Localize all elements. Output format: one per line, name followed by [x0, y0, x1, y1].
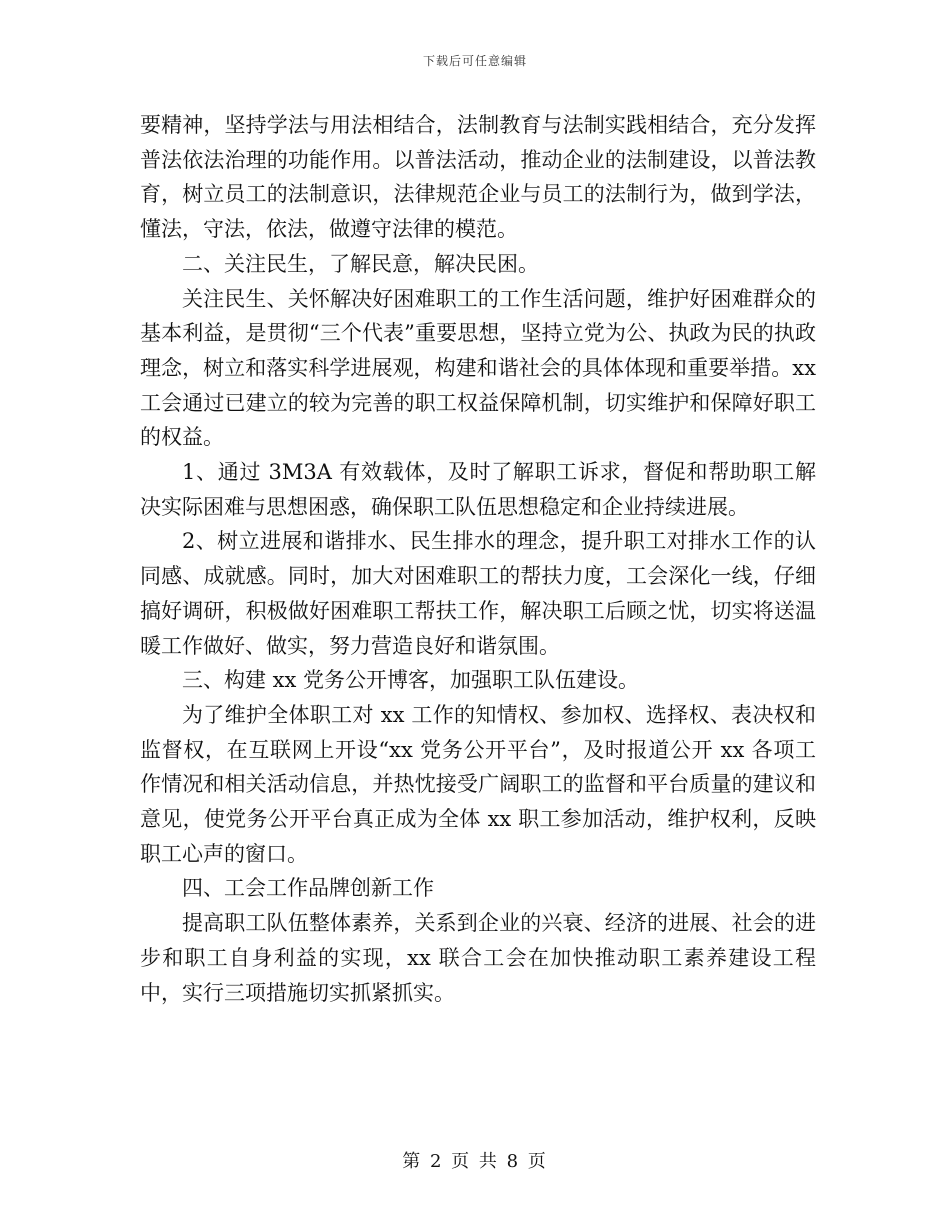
- section-heading-3: 三、构建 xx 党务公开博客，加强职工队伍建设。: [182, 668, 640, 693]
- page-number: 第 2 页 共 8 页: [402, 1151, 548, 1172]
- paragraph: 关注民生、关怀解决好困难职工的工作生活问题，维护好困难群众的基本利益，是贯彻“三个代表”重要思想，坚持立党为公、执政为民的执政理念，树立和落实科学进展观，构建和谐社会的具体体现和重要举措。xx 工会通过已建立的较为完善的职工权益保障机制，切实维护和保障好职工的权益。: [140, 286, 816, 450]
- section-heading-2: 二、关注民生，了解民意，解决民困。: [182, 251, 539, 276]
- section-heading-4: 四、工会工作品牌创新工作: [182, 876, 434, 901]
- paragraph: 为了维护全体职工对 xx 工作的知情权、参加权、选择权、表决权和监督权，在互联网上开设“xx 党务公开平台”，及时报道公开 xx 各项工作情况和相关活动信息，并热忱接受广阔职工的监督和平台质量的建议和意见，使党务公开平台真正成为全体 xx 职工参加活动，维护权利，反映职工心声的窗口。: [140, 702, 816, 866]
- paragraph: 提高职工队伍整体素养，关系到企业的兴衰、经济的进展、社会的进步和职工自身利益的实现，xx 联合工会在加快推动职工素养建设工程中，实行三项措施切实抓紧抓实。: [140, 911, 816, 1005]
- list-item-2: 2、树立进展和谐排水、民生排水的理念，提升职工对排水工作的认同感、成就感。同时，加大对困难职工的帮扶力度，工会深化一线，仔细搞好调研，积极做好困难职工帮扶工作，解决职工后顾之忧，切实将送温暖工作做好、做实，努力营造良好和谐氛围。: [140, 529, 816, 658]
- page-header: 下载后可任意编辑: [422, 54, 527, 68]
- document-body: [140, 108, 816, 1010]
- list-item-1: 1、通过 3M3A 有效载体，及时了解职工诉求，督促和帮助职工解决实际困难与思想困惑，确保职工队伍思想稳定和企业持续进展。: [140, 460, 816, 519]
- paragraph-continuation: 要精神，坚持学法与用法相结合，法制教育与法制实践相结合，充分发挥普法依法治理的功能作用。以普法活动，推动企业的法制建设，以普法教育，树立员工的法制意识，法律规范企业与员工的法制行为，做到学法，懂法，守法，依法，做遵守法律的模范。: [140, 113, 816, 242]
